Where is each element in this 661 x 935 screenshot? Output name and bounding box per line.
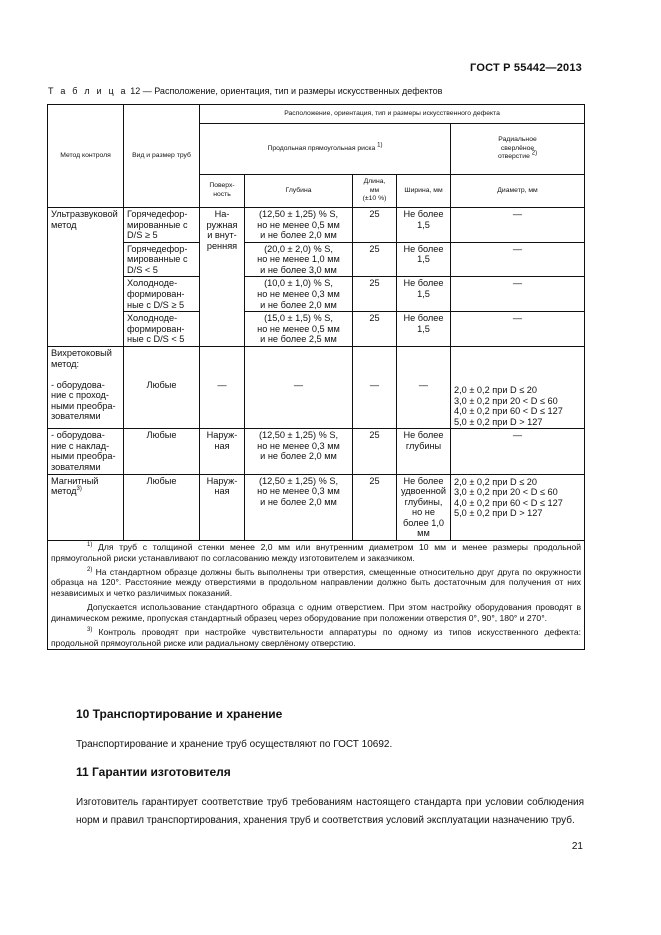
method-eddy-overlay [48,429,124,474]
depth-line: и не более 2,5 мм [260,334,337,345]
pipe-line: мированные с [127,254,188,265]
width-line: Не более [403,243,444,254]
surface-cell [200,474,245,540]
pipe-type-cell [124,242,200,277]
note-2b [51,602,581,623]
note-3 [51,627,581,648]
pipe-type-cell: Любые [124,474,200,540]
width-line: но не [412,507,435,518]
width-cell [397,242,451,277]
width-cell [397,208,451,243]
width-line: 1,5 [417,289,430,300]
width-line: более 1,0 мм [402,517,445,539]
depth-cell [245,429,353,474]
length-cell: 25 [353,208,397,243]
depth-line: но не менее 0,3 мм [257,486,340,497]
diameter-list [454,476,581,519]
pipe-line: формирован- [127,289,185,300]
surface-cell [200,208,245,347]
depth-line: но не менее 0,3 мм [257,440,340,451]
width-line: Не более [403,313,444,324]
note-text: Контроль проводят при настройке чувствительности аппаратуры по одному из типов искусственного дефекта: продольной прямоугольной риске или радиальному сверлёному отверстию. [51,627,582,648]
diameter-cell [451,346,585,428]
pipe-line: Горячедефор- [127,209,188,219]
depth-cell [245,277,353,312]
table-caption [48,86,442,96]
header-radial-line: Радиальное [498,135,537,143]
pipe-line: мированные с [127,219,188,230]
pipe-line: Горячедефор- [127,243,188,254]
note-mark: 2) [87,567,93,574]
length-cell: 25 [353,312,397,347]
header-length-line: (±10 %) [362,195,387,203]
depth-line: и не более 2,0 мм [260,299,337,310]
header-longitudinal-text: Продольная прямоугольная риска [267,144,376,152]
defects-table [47,104,585,650]
width-line: глубины [405,440,442,451]
diameter-cell: — [451,429,585,474]
diameter-cell: — [451,277,585,312]
table-notes [48,541,585,650]
pipe-line: Холоднодe- [127,278,178,289]
method-line: ние с наклад- [51,440,110,451]
header-length-line: мм [369,186,380,194]
width-line: Не более [403,209,444,219]
depth-line: и не более 2,0 мм [260,496,337,507]
table-row [48,474,585,540]
diameter-cell: — [451,208,585,243]
diameter-cell: — [451,242,585,277]
diameter-line: 2,0 ± 0,2 при D ≤ 20 [454,476,538,487]
depth-cell [245,208,353,243]
depth-line: (15,0 ± 1,5) % S, [264,313,333,324]
surface-line: и внут- [207,230,237,241]
table-caption-text: 12 — Расположение, ориентация, тип и размеры искусственных дефектов [130,86,443,96]
method-line: ными преобра- [51,400,116,411]
length-cell: 25 [353,429,397,474]
pipe-type-cell: Любые [124,346,200,428]
depth-line: и не более 2,0 мм [260,230,337,241]
diameter-line: 4,0 ± 0,2 при 60 < D ≤ 127 [454,406,563,417]
method-line: - оборудова- [51,430,105,441]
width-cell [397,277,451,312]
table-row [48,242,585,277]
width-line: 1,5 [417,323,430,334]
pipe-line: формирован- [127,323,185,334]
surface-line: Наруж- [206,430,238,441]
method-ultrasonic [48,208,124,347]
method-line: - оборудова- [51,379,105,390]
width-line: Не более [403,278,444,289]
surface-line: ная [214,486,230,497]
diameter-list [454,348,581,427]
method-line: метод: [51,358,80,369]
width-line: удвоенной [400,486,447,497]
width-line: 1,5 [417,219,430,230]
method-note: 3) [76,486,82,493]
method-line: ными преобра- [51,451,116,462]
header-depth: Глубина [245,175,353,208]
depth-line: (12,50 ± 1,25) % S, [258,475,339,486]
header-method: Метод контроля [48,105,124,208]
header-radial [451,124,585,175]
depth-line: и не более 3,0 мм [260,264,337,275]
method-eddy-pass [48,346,124,428]
depth-line: (12,50 ± 1,25) % S, [258,209,339,219]
header-radial-note: 2) [531,151,538,158]
diameter-cell [451,474,585,540]
length-cell: 25 [353,242,397,277]
note-mark: 1) [87,542,93,549]
pipe-condition: D/S ≥ 5 [127,230,158,241]
method-magnetic [48,474,124,540]
section-11-text: Изготовитель гарантирует соответствие труб требованиям настоящего стандарта при условии соблюдения норм и правил транспортирования, хранения труб и соответствия условий эксплуатации назначению труб. [76,797,584,826]
method-line: метод [51,486,77,497]
depth-line: но не менее 0,5 мм [257,219,340,230]
pipe-type-cell [124,312,200,347]
table-row [48,208,585,243]
depth-cell [245,312,353,347]
header-pipe-type: Вид и размер труб [124,105,200,208]
width-cell: — [397,346,451,428]
pipe-line: Холоднодe- [127,313,178,324]
diameter-line: 3,0 ± 0,2 при 20 < D ≤ 60 [454,395,558,406]
note-mark: 3) [87,627,93,634]
table-notes-row [48,541,585,650]
header-surface [200,175,245,208]
method-line: зователями [51,461,101,472]
depth-cell: — [245,346,353,428]
section-10-text: Транспортирование и хранение труб осуществляют по ГОСТ 10692. [76,739,393,750]
pipe-type-cell: Любые [124,429,200,474]
header-surface-line: ность [213,191,231,198]
pipe-condition: ные с D/S < 5 [127,334,185,345]
page-number: 21 [571,841,583,852]
table-caption-label: Т а б л и ц а [48,86,128,96]
table-row [48,429,585,474]
depth-line: (20,0 ± 2,0) % S, [264,243,333,254]
method-line: зователями [51,411,101,422]
section-11-heading: 11 Гарантии изготовителя [76,765,231,779]
pipe-condition: D/S < 5 [127,264,158,275]
surface-line: На- [214,209,230,219]
header-longitudinal-note: 1) [377,142,383,149]
header-diameter: Диаметр, мм [451,175,585,208]
width-cell [397,312,451,347]
method-line: Ультразвуковой [51,209,118,219]
depth-cell [245,242,353,277]
surface-line: ренняя [206,240,238,251]
pipe-condition: ные с D/S ≥ 5 [127,299,185,310]
section-10-heading: 10 Транспортирование и хранение [76,707,283,721]
diameter-line: 5,0 ± 0,2 при D > 127 [454,416,543,427]
length-cell: 25 [353,277,397,312]
header-length [353,175,397,208]
surface-cell: — [200,346,245,428]
width-line: Не более [403,475,444,486]
depth-line: (12,50 ± 1,25) % S, [258,430,339,441]
header-radial-line: отверстие [497,153,530,161]
depth-cell [245,474,353,540]
diameter-line: 4,0 ± 0,2 при 60 < D ≤ 127 [454,497,563,508]
document-code: ГОСТ Р 55442—2013 [470,62,582,74]
table-row [48,277,585,312]
note-text: Для труб с толщиной стенки менее 2,0 мм или внутренним диаметром 10 мм и менее размеры продольной прямоугольной риски устанавливают по согласованию между изготовителем и заказчиком. [51,542,582,563]
diameter-line: 3,0 ± 0,2 при 20 < D ≤ 60 [454,487,558,498]
length-cell: — [353,346,397,428]
length-cell: 25 [353,474,397,540]
depth-line: и не более 2,0 мм [260,451,337,462]
pipe-type-cell [124,277,200,312]
header-width: Ширина, мм [397,175,451,208]
header-radial-line: сверлёное [500,144,535,152]
header-surface-line: Поверх- [209,182,235,190]
note-1 [51,542,581,563]
note-text: На стандартном образце должны быть выполнены три отверстия, смещенные относительно друг друга по окружности образца на 120°. Расстояние между отверстиями в продольном направлении должно быть достаточным для получения от них независимых и четко различимых показаний. [51,567,582,598]
surface-line: ружная [206,219,238,230]
table-row [48,346,585,428]
width-cell [397,474,451,540]
width-line: 1,5 [417,254,430,265]
header-longitudinal [200,124,451,175]
header-defect-group: Расположение, ориентация, тип и размеры искусственного дефекта [200,105,585,124]
width-line: глубины, [404,496,443,507]
surface-line: ная [214,440,230,451]
surface-cell [200,429,245,474]
diameter-cell: — [451,312,585,347]
width-line: Не более [403,430,444,441]
method-line: ние с проход- [51,390,109,401]
diameter-line: 5,0 ± 0,2 при D > 127 [454,508,543,519]
surface-line: Наруж- [206,475,238,486]
depth-line: (10,0 ± 1,0) % S, [264,278,333,289]
depth-line: но не менее 0,3 мм [257,289,340,300]
table-row [48,312,585,347]
pipe-type-cell [124,208,200,243]
note-2 [51,567,581,598]
note-text: Допускается использование стандартного образца с одним отверстием. При этом настройку оборудования проводят в динамическом режиме, пропуская стандартный образец через оборудование при положении отверстия 0°, 90°, 180° и 270°. [51,602,582,623]
method-line: метод [51,219,77,230]
header-length-line: Длина, [363,177,386,185]
method-line: Магнитный [51,475,99,486]
width-cell [397,429,451,474]
depth-line: но не менее 0,5 мм [257,323,340,334]
method-line: Вихретоковый [51,347,112,358]
diameter-line: 2,0 ± 0,2 при D ≤ 20 [454,384,538,395]
depth-line: но не менее 1,0 мм [257,254,340,265]
